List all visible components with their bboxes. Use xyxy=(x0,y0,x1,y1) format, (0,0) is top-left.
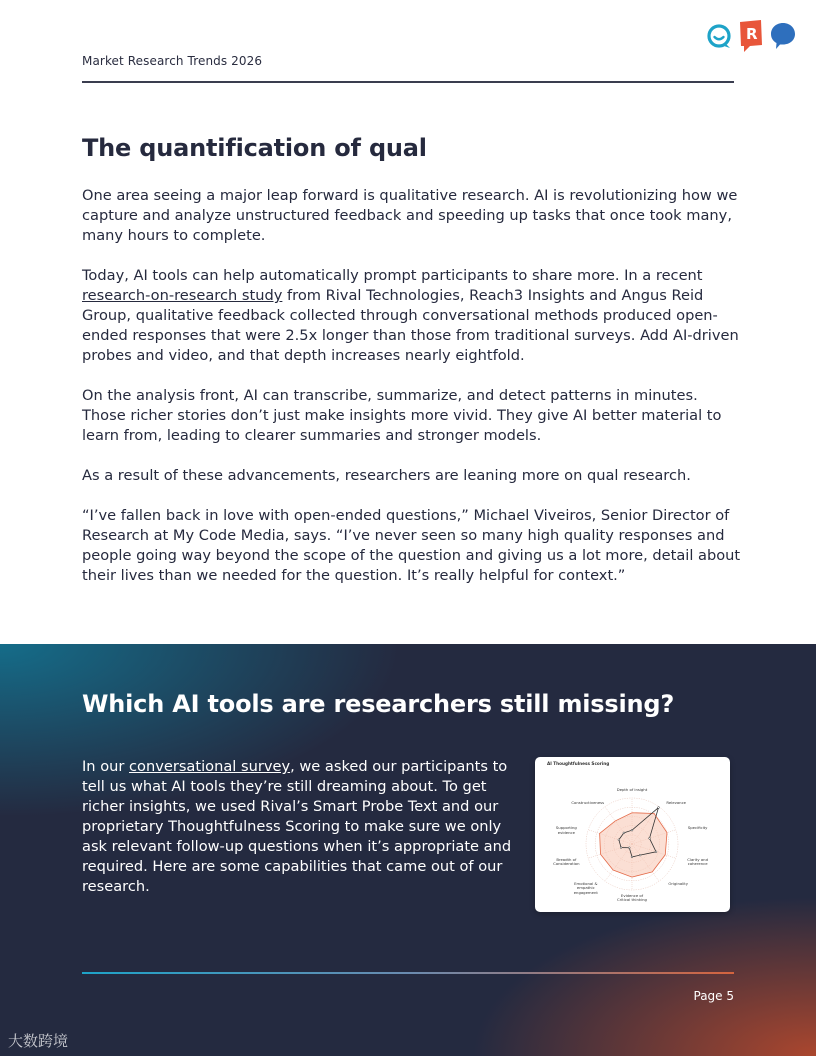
band-body-prefix: In our xyxy=(82,758,130,775)
radar-axis-label: Clarity and coherence xyxy=(687,856,709,867)
brand-logos xyxy=(705,18,800,56)
radar-point xyxy=(631,829,633,831)
paragraph-analysis: On the analysis front, AI can transcribe, summarize, and detect patterns in minutes. Those richer stories don’t just make insights more vivid. They give AI better material to learn from, leading to clearer summaries and stronger models. xyxy=(82,387,722,444)
radar-axis-label: Originality xyxy=(668,880,689,886)
r-logo-letter: R xyxy=(746,25,758,43)
radar-point xyxy=(623,832,625,834)
radar-point xyxy=(631,856,633,858)
radar-axis-label: Relevance xyxy=(666,800,686,806)
section-body xyxy=(82,186,744,606)
radar-axis-label: Breadth of Consideration xyxy=(553,856,580,867)
radar-axis-label: Evidence of Critical thinking xyxy=(617,893,647,903)
section-title: The quantification of qual xyxy=(82,134,427,162)
speech-bubble-icon xyxy=(769,21,797,51)
paragraph-quote: “I’ve fallen back in love with open-ended questions,” Michael Viveiros, Senior Director of Research at My Code Media, says. “I’ve never seen so many high quality responses and people going way beyond the scope of the question and giving us a lot more, detail about their lives than we needed for the question. It’s really helpful for context.” xyxy=(82,507,741,584)
radar-point xyxy=(618,839,620,841)
paragraph-intro: One area seeing a major leap forward is qualitative research. AI is revolutionizing how we capture and analyze unstructured feedback and speeding up tasks that once took many, many hours to complete. xyxy=(82,187,738,244)
radar-axis-label: Specificity xyxy=(687,825,708,831)
paragraph-research-suffix: from Rival Technologies, Reach3 Insights and Angus Reid Group, qualitative feedback collected through conversational methods produced open-ended responses that were 2.5x longer than those from traditional surveys. Add AI-driven probes and video, and that depth increases nearly eightfold. xyxy=(82,287,739,364)
watermark-logo xyxy=(8,1030,68,1051)
watermark-text: 大数跨境 xyxy=(8,1032,69,1050)
paragraph-research xyxy=(82,266,744,366)
conversational-survey-link[interactable]: conversational survey xyxy=(129,758,291,775)
radar-axis-label: Depth of insight xyxy=(616,787,648,792)
header-divider xyxy=(82,81,734,83)
paragraph-result: As a result of these advancements, researchers are leaning more on qual research. xyxy=(82,467,691,484)
page-number: Page 5 xyxy=(693,989,734,1003)
band-body xyxy=(82,757,512,897)
document-header-title: Market Research Trends 2026 xyxy=(82,54,263,68)
research-study-link[interactable]: research-on-research study xyxy=(82,287,283,304)
radar-point xyxy=(620,847,622,849)
thoughtfulness-radar-image xyxy=(535,757,730,912)
r-logo-icon xyxy=(738,19,764,53)
paragraph-research-prefix: Today, AI tools can help automatically prompt participants to share more. In a recent xyxy=(82,267,703,284)
radar-card-title: AI Thoughtfulness Scoring xyxy=(547,761,610,766)
footer-divider xyxy=(82,972,734,974)
radar-axis-label: Supporting evidence xyxy=(555,825,577,835)
band-title: Which AI tools are researchers still missing? xyxy=(82,690,675,718)
radar-point xyxy=(649,837,651,839)
radar-point xyxy=(658,807,660,809)
radar-point xyxy=(628,847,630,849)
radar-point xyxy=(639,854,641,856)
band-body-suffix: , we asked our participants to tell us what AI tools they’re still dreaming about. To get richer insights, we used Rival’s Smart Probe Text and our proprietary Thoughtfulness Scoring to make sure we only ask relevant follow-up questions when it’s appropriate and required. Here are some capabilities that came out of our research. xyxy=(82,758,512,895)
radar-axis-label: Constructiveness xyxy=(571,800,605,806)
radar-axis-label: Emotional & empathic engagement xyxy=(573,880,598,895)
radar-point xyxy=(655,851,657,853)
chat-bubble-smile-icon xyxy=(705,22,733,50)
radar-area xyxy=(600,813,667,877)
